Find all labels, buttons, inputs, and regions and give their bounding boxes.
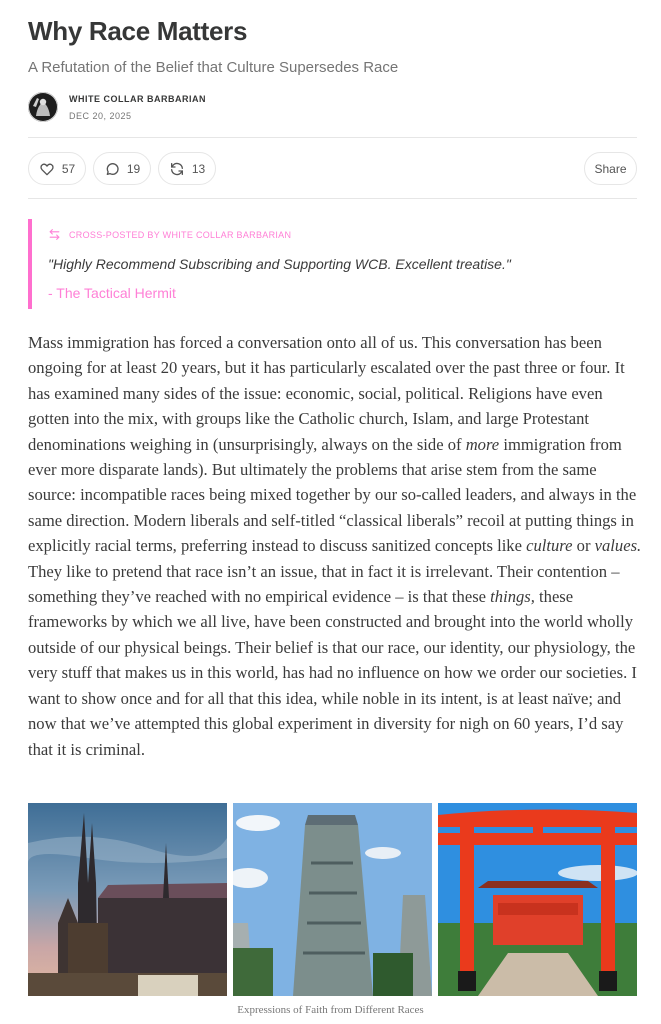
- divider: [28, 137, 637, 138]
- post-actions: [28, 152, 637, 185]
- byline: [28, 91, 206, 123]
- crosspost-label-text: CROSS-POSTED BY WHITE COLLAR BARBARIAN: [69, 229, 292, 240]
- image-gallery: [28, 803, 637, 996]
- body-text: these frameworks by which we all live, have been constructed and brought into the world wholly outside of our physical beings. Their belief is that our race, our identity, our physiology, the very stuff that makes us in this world, has had no influence on how we order our societies. I want to show once and for all that this idea, while noble in its intent, is at least naïve; and now that we’ve attempted this global experiment in diversity for nigh on 60 years, I’d say that it is criminal.: [28, 587, 637, 759]
- author-name[interactable]: WHITE COLLAR BARBARIAN: [69, 93, 206, 104]
- body-text: immigration from ever more disparate lands). But ultimately the problems that arise stem from the same source: incompatible races being mixed together by our so-called leaders, and always in the same direction. Modern liberals and self-titled “classical liberals” recoil at putting things in explicitly racial terms, preferring instead to discuss sanitized concepts like: [28, 434, 637, 556]
- post-subtitle: A Refutation of the Belief that Culture Supersedes Race: [28, 59, 399, 76]
- article-body: [28, 330, 643, 762]
- restack-count: 13: [191, 161, 206, 176]
- post-date: DEC 20, 2025: [69, 110, 132, 121]
- comment-count: 19: [126, 161, 141, 176]
- share-button[interactable]: Share: [584, 152, 637, 185]
- crosspost-block: [28, 219, 588, 309]
- gallery-caption: Expressions of Faith from Different Races: [237, 1004, 424, 1016]
- comment-icon: [104, 161, 120, 177]
- like-count: 57: [61, 161, 76, 176]
- crosspost-attribution[interactable]: - The Tactical Hermit: [48, 285, 176, 301]
- emphasis: things,: [490, 587, 535, 607]
- restack-icon: [169, 161, 185, 177]
- emphasis: more: [465, 434, 500, 454]
- emphasis: culture: [526, 536, 573, 556]
- hindu-temple-image[interactable]: [233, 803, 432, 996]
- divider: [28, 198, 637, 199]
- emphasis: values.: [594, 536, 642, 556]
- body-text: or: [572, 536, 595, 556]
- comment-button[interactable]: [93, 152, 151, 185]
- like-button[interactable]: [28, 152, 86, 185]
- heart-icon: [39, 161, 55, 177]
- restack-button[interactable]: [158, 152, 216, 185]
- cathedral-image[interactable]: [28, 803, 227, 996]
- author-avatar[interactable]: [28, 92, 58, 122]
- crosspost-quote: "Highly Recommend Subscribing and Supporting WCB. Excellent treatise.": [48, 256, 511, 272]
- body-text: They like to pretend that race isn’t an issue, that in fact it is irrelevant. Their contention – something they’ve reached with no empirical evidence – is that these: [28, 561, 620, 607]
- torii-gate-image[interactable]: [438, 803, 637, 996]
- post-title: Why Race Matters: [28, 16, 248, 46]
- crosspost-arrows-icon: [48, 228, 61, 241]
- body-text: Mass immigration has forced a conversation onto all of us. This conversation has been ongoing for at least 20 years, but it has particularly escalated over the past three or four. It has examined many sides of the issue: economic, social, political. Religions have even gotten into the mix, with groups like the Catholic church, Islam, and large Protestant denominations weighing in (unsurprisingly, always on the side of: [28, 333, 625, 454]
- crosspost-label: [48, 228, 291, 241]
